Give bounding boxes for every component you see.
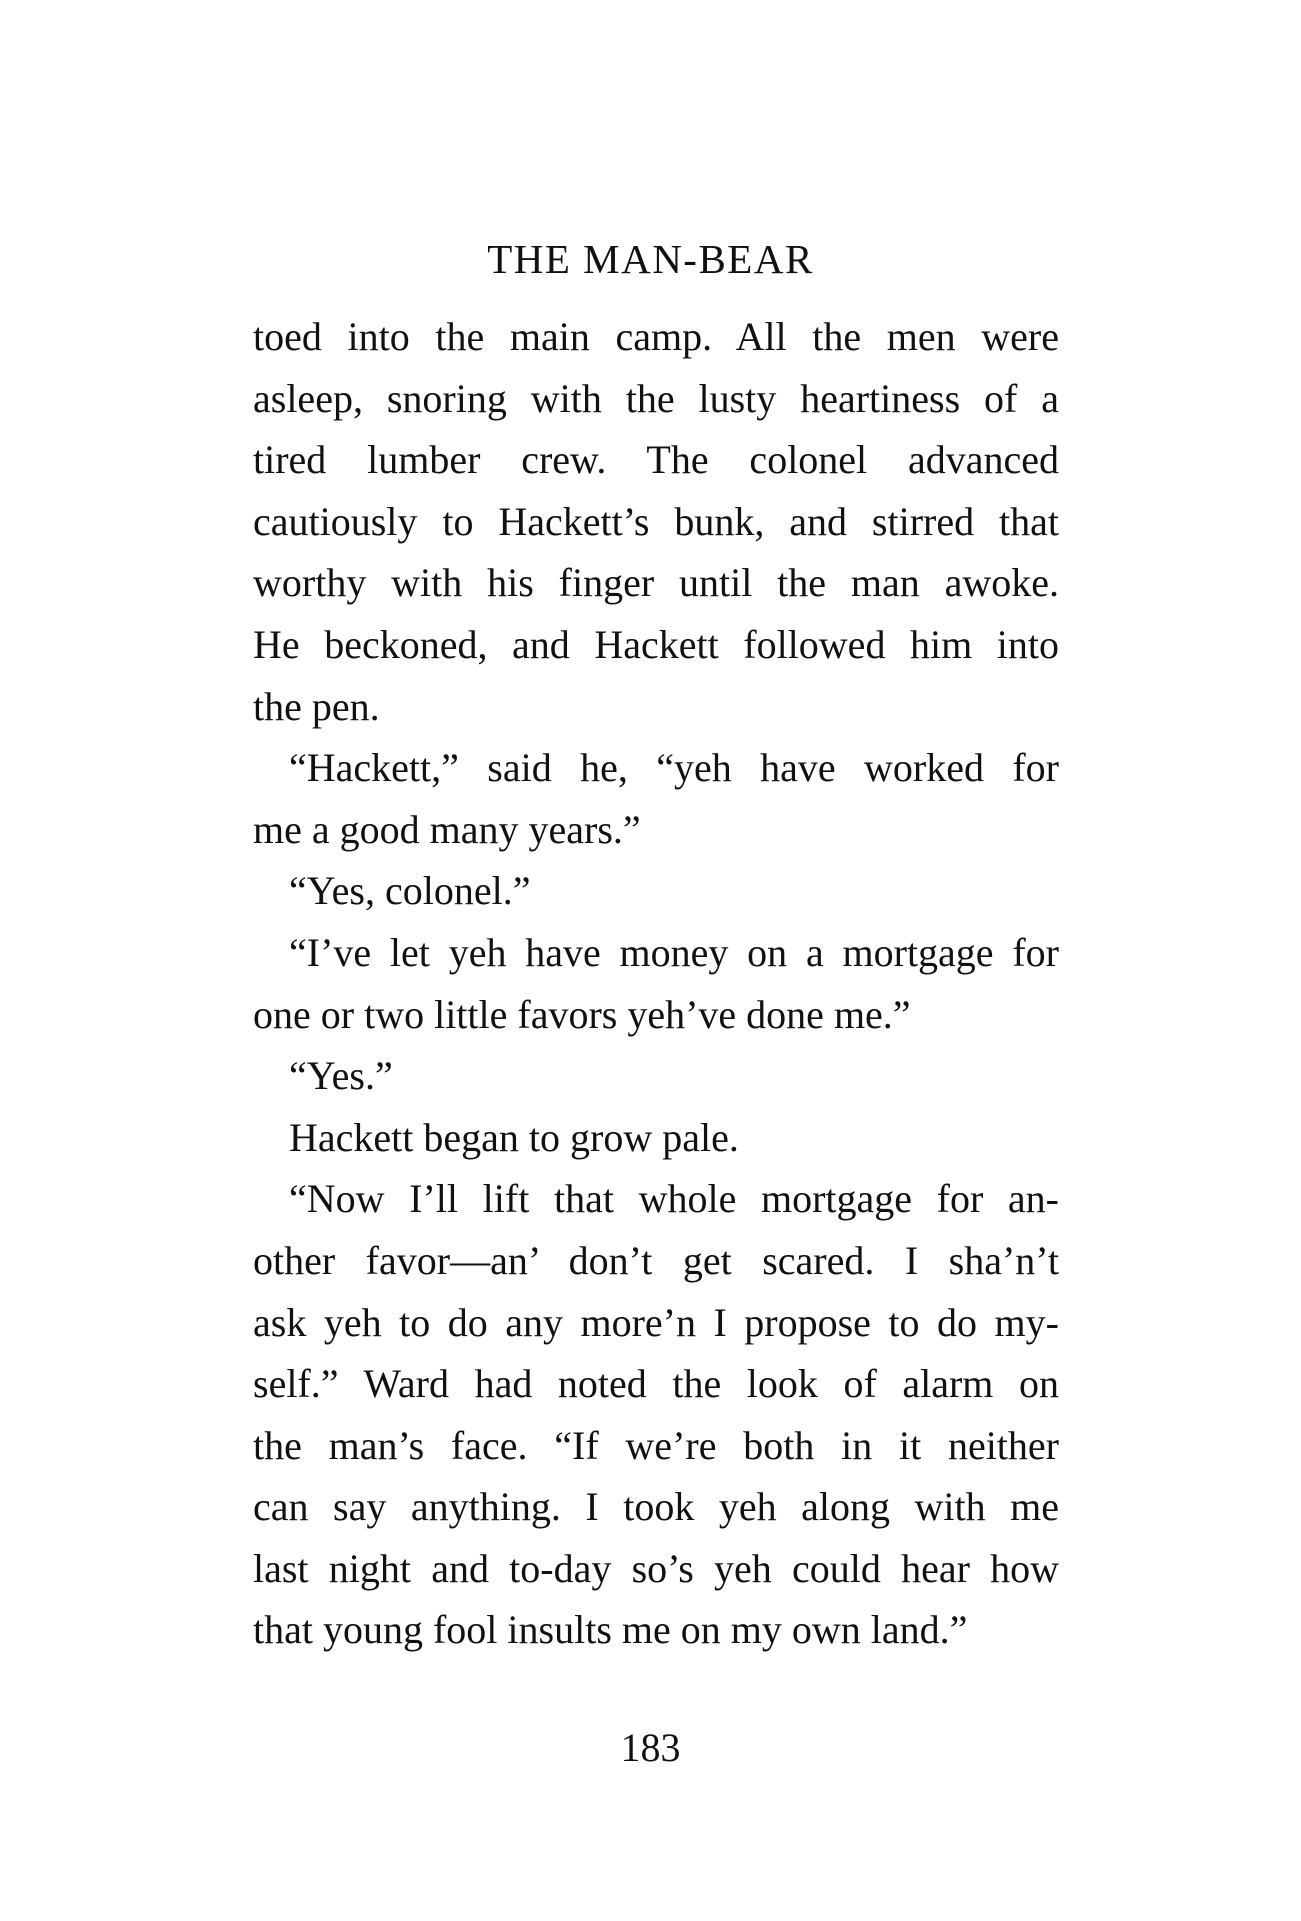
body-text: [253, 306, 1059, 1661]
text-line: one or two little favors yeh’ve done me.”: [253, 991, 911, 1037]
text-line: asleep, snoring with the lusty heartiness of a: [253, 375, 1059, 421]
text-line: cautiously to Hackett’s bunk, and stirred that: [253, 498, 1059, 544]
text-line: the man’s face. “If we’re both in it neither: [253, 1422, 1059, 1468]
text-line: He beckoned, and Hackett followed him into: [253, 621, 1059, 667]
text-line: other favor—an’ don’t get scared. I sha’n’t: [253, 1237, 1059, 1283]
text-line: me a good many years.”: [253, 806, 641, 852]
text-line: ask yeh to do any more’n I propose to do my-: [253, 1299, 1059, 1345]
text-line: Hackett began to grow pale.: [289, 1114, 739, 1160]
text-line: self.” Ward had noted the look of alarm on: [253, 1361, 1059, 1407]
text-line: that young fool insults me on my own land.”: [253, 1607, 968, 1653]
text-line: worthy with his finger until the man awoke.: [253, 560, 1059, 606]
text-line: “Yes.”: [289, 1053, 393, 1099]
text-line: “Yes, colonel.”: [289, 868, 531, 914]
text-line: “Hackett,” said he, “yeh have worked for: [289, 745, 1059, 791]
text-line: tired lumber crew. The colonel advanced: [253, 437, 1059, 483]
text-line: toed into the main camp. All the men were: [253, 314, 1059, 359]
text-line: “Now I’ll lift that whole mortgage for an-: [289, 1176, 1059, 1222]
text-line: the pen.: [253, 683, 380, 729]
page-number: 183: [620, 1725, 681, 1770]
text-line: last night and to-day so’s yeh could hear how: [253, 1545, 1059, 1591]
running-head: THE MAN-BEAR: [487, 236, 814, 282]
text-line: can say anything. I took yeh along with me: [253, 1484, 1059, 1530]
text-line: “I’ve let yeh have money on a mortgage for: [289, 929, 1059, 975]
